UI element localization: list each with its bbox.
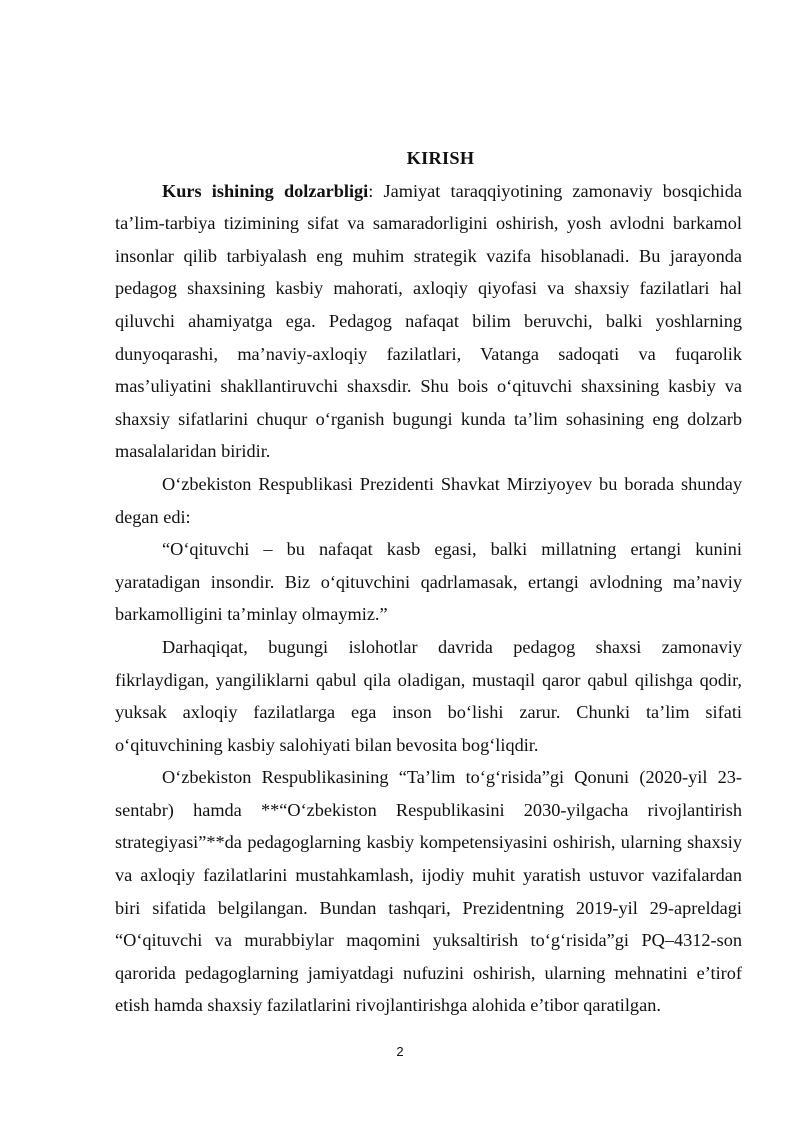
paragraph-legislation: O‘zbekiston Respublikasining “Ta’lim to‘g‘risida”gi Qonuni (2020-yil 23-sentabr) hamda **“O‘zbekiston Respublikasini 2030-yilgacha rivojlantirish strategiyasi”**da pedagoglarning kasbiy kompetensiyasini oshirish, ularning shaxsiy va axloqiy fazilatlarini mustahkamlash, ijodiy muhit yaratish ustuvor vazifalardan biri sifatida belgilangan. Bundan tashqari, Prezidentning 2019-yil 29-apreldagi “O‘qituvchi va murabbiylar maqomini yuksaltirish to‘g‘risida”gi PQ–4312-son qarorida pedagoglarning jamiyatdagi nufuzini oshirish, ularning mehnatini e’tirof etish hamda shaxsiy fazilatlarini rivojlantirishga alohida e’tibor qaratilgan. xyxy=(115,767,742,1016)
page-content xyxy=(115,142,742,1022)
page-number: 2 xyxy=(396,1044,404,1059)
paragraph-text: : Jamiyat taraqqiyotining zamonaviy bosqichida ta’lim-tarbiya tizimining sifat va samaradorligini oshirish, yosh avlodni barkamol insonlar qilib tarbiyalash eng muhim strategik vazifa hisoblanadi. Bu jarayonda pedagog shaxsining kasbiy mahorati, axloqiy qiyofasi va shaxsiy fazilatlari hal qiluvchi ahamiyatga ega. Pedagog nafaqat bilim beruvchi, balki yoshlarning dunyoqarashi, ma’naviy-axloqiy fazilatlari, Vatanga sadoqati va fuqarolik mas’uliyatini shakllantiruvchi shaxsdir. Shu bois o‘qituvchi shaxsining kasbiy va shaxsiy sifatlarini chuqur o‘rganish bugungi kunda ta’lim sohasining eng dolzarb masalalaridan biridir. xyxy=(115,180,742,462)
paragraph-quote: “O‘qituvchi – bu nafaqat kasb egasi, balki millatning ertangi kunini yaratadigan insondir. Biz o‘qituvchini qadrlamasak, ertangi avlodning ma’naviy barkamolligini ta’minlay olmaymiz.” xyxy=(115,539,742,625)
section-title: KIRISH xyxy=(406,148,475,168)
paragraph-relevance xyxy=(115,175,742,468)
paragraph-reforms: Darhaqiqat, bugungi islohotlar davrida pedagog shaxsi zamonaviy fikrlaydigan, yangiliklarni qabul qila oladigan, mustaqil qaror qabul qilishga qodir, yuksak axloqiy fazilatlarga ega inson bo‘lishi zarur. Chunki ta’lim sifati o‘qituvchining kasbiy salohiyati bilan bevosita bog‘liqdir. xyxy=(115,636,742,755)
paragraph-lead: Kurs ishining dolzarbligi xyxy=(162,180,369,201)
paragraph-president-intro: O‘zbekiston Respublikasi Prezidenti Shavkat Mirziyoyev bu borada shunday degan edi: xyxy=(115,473,742,527)
